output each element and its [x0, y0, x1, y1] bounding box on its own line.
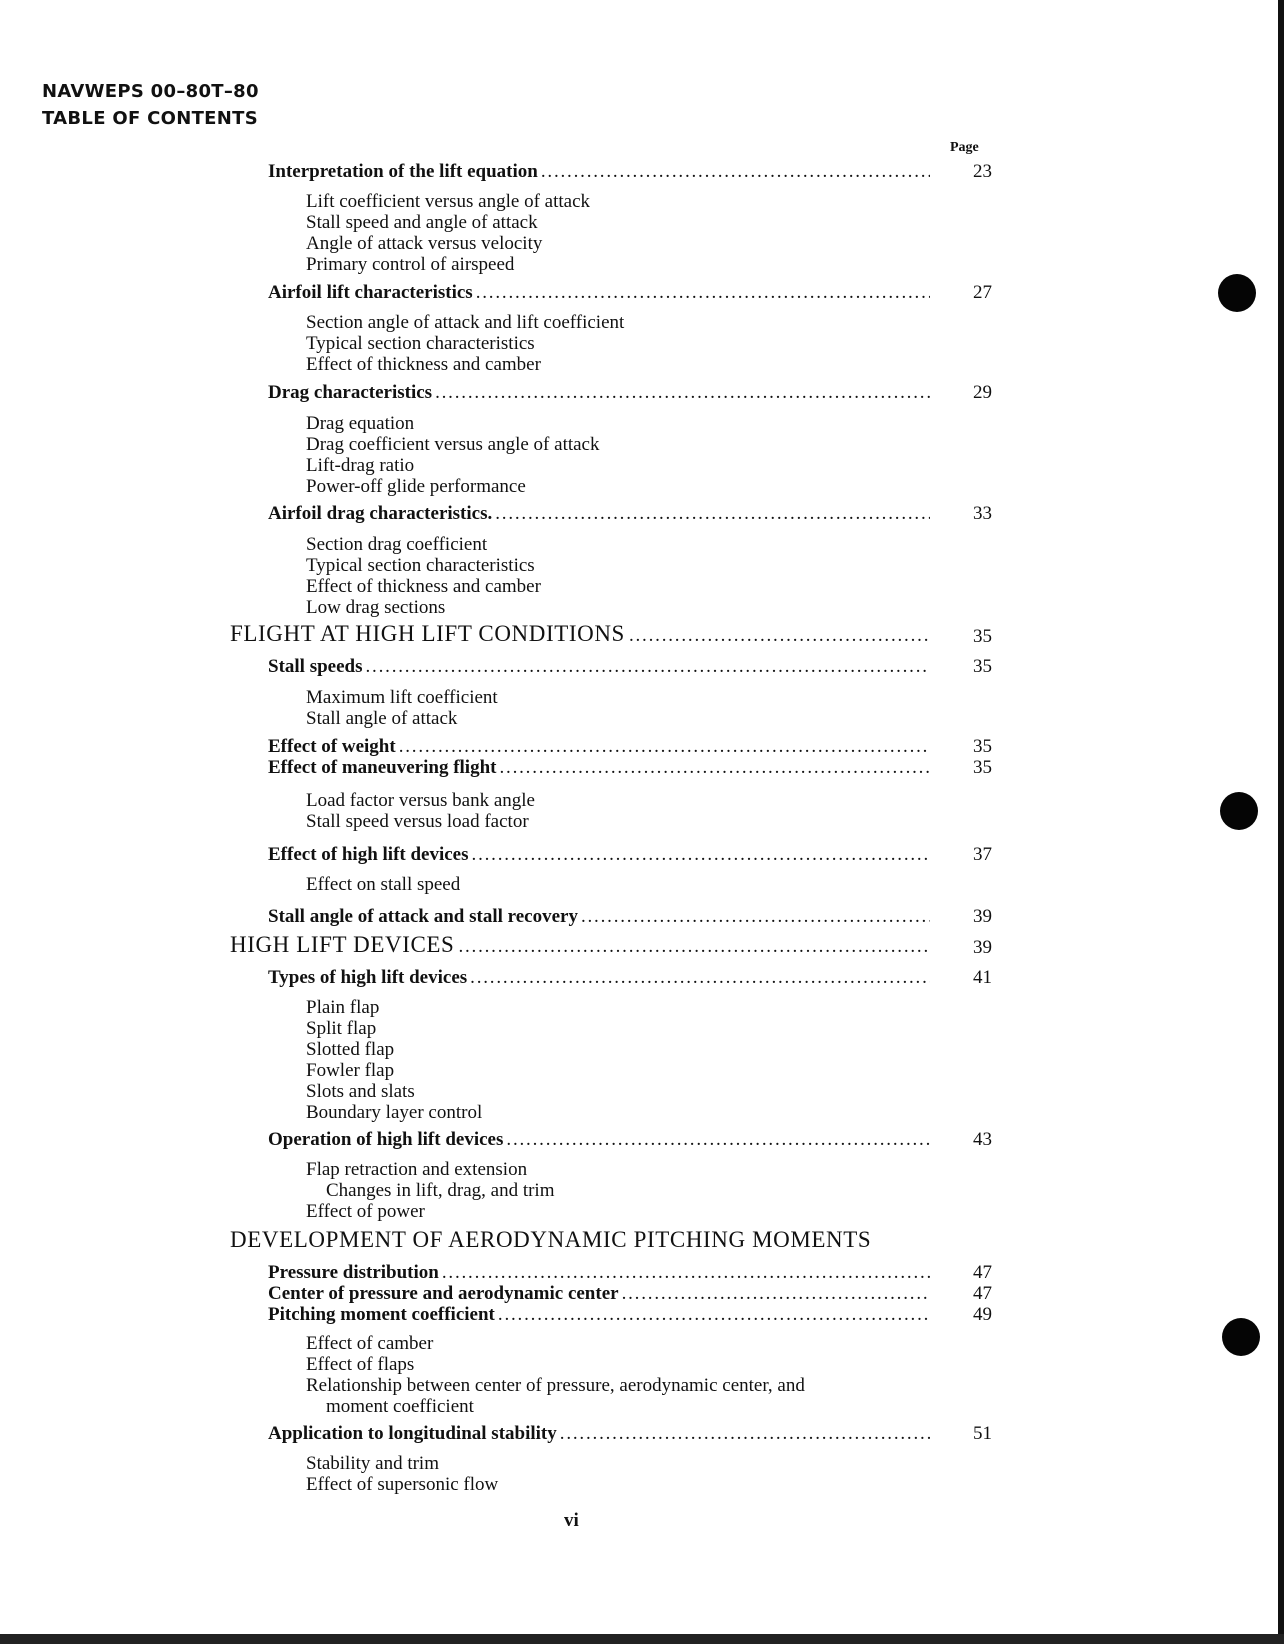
toc-subentry: Section drag coefficient	[306, 534, 488, 555]
toc-entry[interactable]: Effect of weight .....	[268, 736, 930, 758]
toc-entry[interactable]: Pitching moment coefficient .....	[268, 1304, 930, 1326]
section-title: TABLE OF CONTENTS	[42, 108, 258, 129]
toc-subentry: Effect of supersonic flow	[306, 1474, 499, 1495]
toc-subentry: Lift coefficient versus angle of attack	[306, 191, 590, 212]
toc-entry[interactable]: Effect of high lift devices .....	[268, 844, 930, 866]
leader-dots	[366, 656, 931, 678]
toc-subentry: Typical section characteristics	[306, 333, 535, 354]
toc-subentry: Boundary layer control	[306, 1102, 483, 1123]
toc-entry[interactable]: Interpretation of the lift equation .....	[268, 161, 930, 183]
toc-subentry: Maximum lift coefficient	[306, 687, 498, 708]
toc-subentry: Lift-drag ratio	[306, 455, 415, 476]
toc-page-number: 35	[973, 626, 992, 647]
toc-page-number: 47	[973, 1283, 992, 1304]
toc-page-number: 35	[973, 656, 992, 677]
leader-dots	[472, 844, 930, 866]
toc-subentry: Primary control of airspeed	[306, 254, 515, 275]
toc-subentry: Changes in lift, drag, and trim	[326, 1180, 555, 1201]
leader-dots	[458, 936, 930, 958]
page-edge-bottom	[0, 1634, 1284, 1644]
toc-subentry: Stall speed and angle of attack	[306, 212, 538, 233]
toc-subentry: Fowler flap	[306, 1060, 395, 1081]
page-folio: vi	[564, 1510, 579, 1531]
toc-chapter[interactable]: FLIGHT AT HIGH LIFT CONDITIONS .....	[230, 621, 930, 647]
binder-hole-top	[1218, 274, 1256, 312]
toc-subentry: Plain flap	[306, 997, 380, 1018]
toc-entry[interactable]: Airfoil lift characteristics .....	[268, 282, 930, 304]
toc-subentry: Effect of power	[306, 1201, 425, 1222]
toc-page-number: 23	[973, 161, 992, 182]
toc-subentry: Drag coefficient versus angle of attack	[306, 434, 600, 455]
toc-subentry: Angle of attack versus velocity	[306, 233, 543, 254]
toc-subentry: Section angle of attack and lift coefficient	[306, 312, 625, 333]
toc-page-number: 39	[973, 937, 992, 958]
toc-subentry: Slots and slats	[306, 1081, 415, 1102]
document-header	[42, 78, 259, 132]
toc-subentry: Effect of thickness and camber	[306, 576, 541, 597]
toc-subentry: Load factor versus bank angle	[306, 790, 535, 811]
page-edge-right	[1278, 0, 1284, 1644]
toc-page-number: 49	[973, 1304, 992, 1325]
toc-page-number: 47	[973, 1262, 992, 1283]
toc-subentry: Split flap	[306, 1018, 377, 1039]
document-number: NAVWEPS 00–80T–80	[42, 81, 259, 102]
leader-dots	[506, 1129, 930, 1151]
leader-dots	[399, 736, 930, 758]
toc-entry[interactable]: Pressure distribution .....	[268, 1262, 930, 1284]
toc-subentry: Effect of thickness and camber	[306, 354, 541, 375]
toc-entry[interactable]: Center of pressure and aerodynamic center .....	[268, 1283, 930, 1305]
toc-entry[interactable]: Stall speeds .....	[268, 656, 930, 678]
toc-subentry: Typical section characteristics	[306, 555, 535, 576]
leader-dots	[442, 1262, 930, 1284]
leader-dots	[499, 757, 930, 779]
leader-dots	[498, 1304, 930, 1326]
toc-chapter[interactable]: HIGH LIFT DEVICES .....	[230, 932, 930, 958]
toc-entry[interactable]: Operation of high lift devices .....	[268, 1129, 930, 1151]
toc-page-number: 27	[973, 282, 992, 303]
toc-page-number: 51	[973, 1423, 992, 1444]
toc-chapter[interactable]: DEVELOPMENT OF AERODYNAMIC PITCHING MOMENTS	[230, 1227, 872, 1252]
leader-dots	[581, 906, 930, 928]
toc-page-number: 43	[973, 1129, 992, 1150]
toc-subentry: Effect of flaps	[306, 1354, 415, 1375]
toc-entry[interactable]: Stall angle of attack and stall recovery .....	[268, 906, 930, 928]
toc-page-number: 37	[973, 844, 992, 865]
toc-page-number: 41	[973, 967, 992, 988]
leader-dots	[435, 382, 930, 404]
toc-page-number: 29	[973, 382, 992, 403]
toc-page-number: 35	[973, 757, 992, 778]
toc-subentry: Effect of camber	[306, 1333, 434, 1354]
toc-subentry: Flap retraction and extension	[306, 1159, 528, 1180]
toc-subentry: Stall speed versus load factor	[306, 811, 529, 832]
leader-dots	[622, 1283, 930, 1305]
toc-page-number: 33	[973, 503, 992, 524]
toc-entry[interactable]: Drag characteristics .....	[268, 382, 930, 404]
leader-dots	[541, 161, 930, 183]
toc-subentry: Stall angle of attack	[306, 708, 458, 729]
leader-dots	[560, 1423, 930, 1445]
toc-entry[interactable]: Effect of maneuvering flight .....	[268, 757, 930, 779]
toc-entry[interactable]: Airfoil drag characteristics. .....	[268, 503, 930, 525]
toc-subentry: Drag equation	[306, 413, 415, 434]
leader-dots	[476, 282, 930, 304]
binder-hole-middle	[1220, 792, 1258, 830]
toc-subentry: Power-off glide performance	[306, 476, 526, 497]
toc-entry[interactable]: Application to longitudinal stability .....	[268, 1423, 930, 1445]
page-column-label: Page	[950, 140, 979, 155]
toc-subentry: Stability and trim	[306, 1453, 439, 1474]
toc-page-number: 39	[973, 906, 992, 927]
binder-hole-bottom	[1222, 1318, 1260, 1356]
leader-dots	[629, 625, 930, 647]
toc-subentry-wrapped: Relationship between center of pressure, aerodynamic center, and moment coefficient	[306, 1375, 805, 1417]
leader-dots	[470, 967, 930, 989]
toc-subentry: Low drag sections	[306, 597, 446, 618]
toc-subentry: Slotted flap	[306, 1039, 395, 1060]
leader-dots	[495, 503, 930, 525]
toc-entry[interactable]: Types of high lift devices .....	[268, 967, 930, 989]
toc-subentry: Effect on stall speed	[306, 874, 461, 895]
toc-page-number: 35	[973, 736, 992, 757]
